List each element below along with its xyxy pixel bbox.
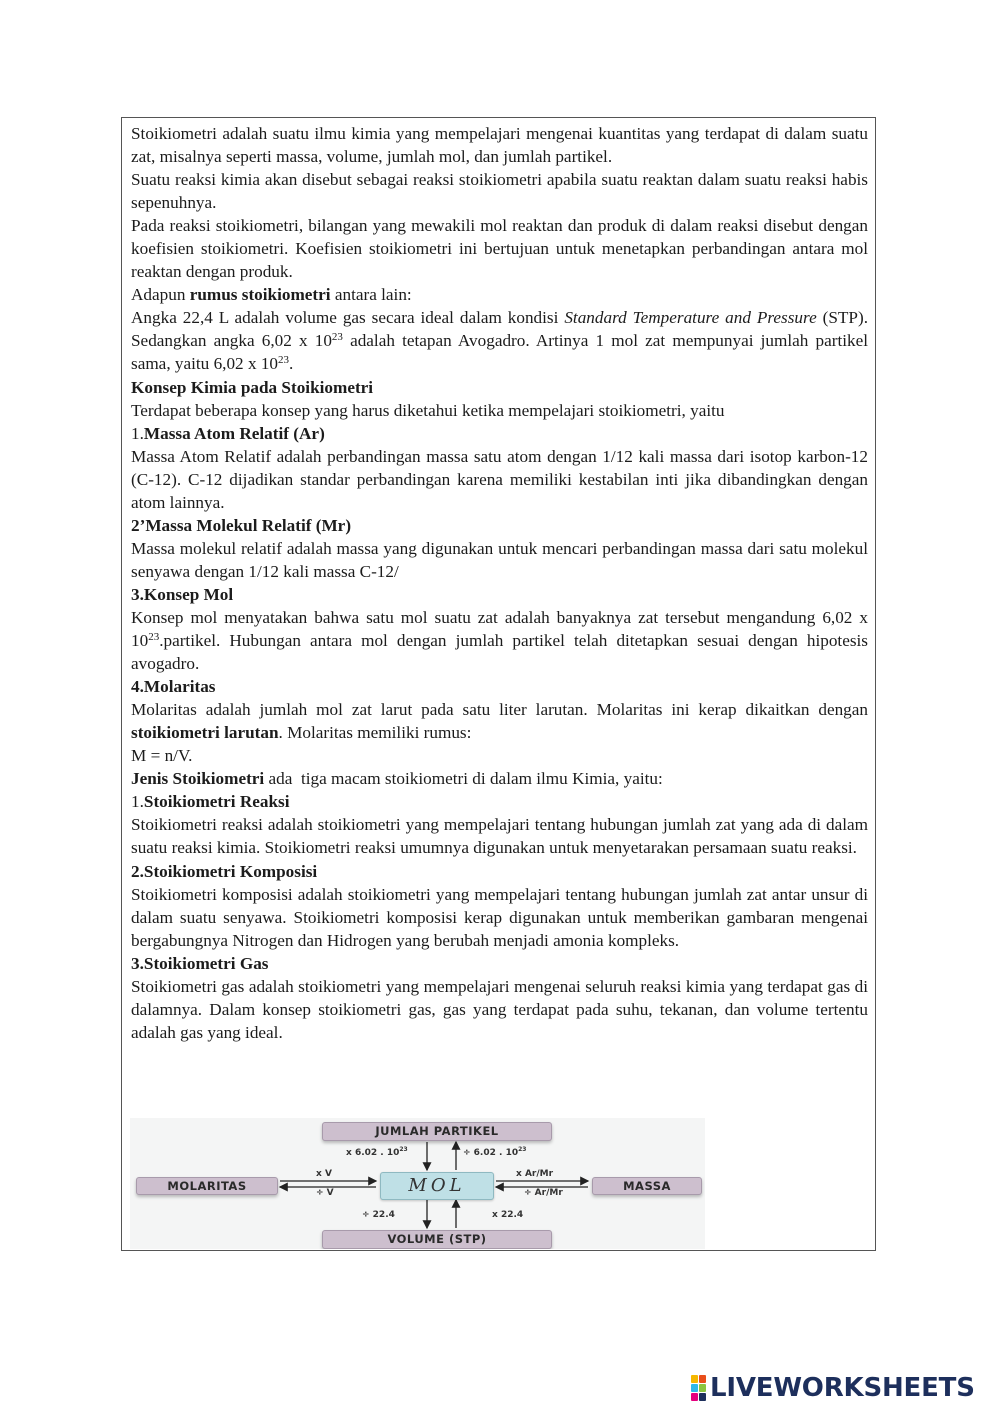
formula-molaritas: M = n/V. [131,746,193,766]
heading-molaritas [131,675,868,698]
text-span: .partikel. Hubungan antara mol dengan jumlah partikel telah ditetapkan sesuai dengan hipotesis avogadro. [131,631,868,674]
paragraph-coefficient: Pada reaksi stoikiometri, bilangan yang mewakili mol reaktan dan produk di dalam reaksi disebut dengan koefisien stoikiometri. Koefisien stoikiometri ini bertujuan untuk menetapkan perbandingan antara mol reaktan dengan produk. [131,216,868,282]
logo-tile [691,1393,698,1401]
logo-tile [691,1384,698,1392]
label-times-224: x 22.4 [492,1210,524,1220]
italic-term: Standard Temperature and Pressure [564,308,817,328]
text-span: Konsep mol menyatakan bahwa satu mol suatu zat adalah banyaknya zat tersebut mengandung 6,02 x 10 [131,607,868,651]
label-times-v: x V [316,1169,332,1179]
text-span: Angka 22,4 L adalah volume gas secara ideal dalam kondisi [131,308,565,328]
logo-tile [699,1393,706,1401]
bold-term: stoikiometri larutan [131,723,279,743]
text-span: antara lain: [330,285,412,305]
box-volume-stp: VOLUME (STP) [322,1230,552,1249]
exponent: 23 [518,1146,527,1153]
label-div-224: ÷ 22.4 [362,1210,395,1220]
heading-text: 3.Stoikiometri Gas [131,953,269,973]
text-span: adalah tetapan Avogadro. Artinya 1 mol zat mempunyai jumlah partikel sama, yaitu 6,02 x 10 [131,331,868,374]
box-massa: MASSA [592,1177,702,1195]
heading-komposisi [131,860,868,883]
liveworksheets-logo[interactable] [691,1373,975,1403]
heading-text: 3.Konsep Mol [131,584,234,604]
exponent: 23 [278,354,290,367]
paragraph-definition: Stoikiometri adalah suatu ilmu kimia yang mempelajari mengenai kuantitas yang terdapat di dalam suatu zat, misalnya seperti massa, volume, jumlah mol, dan jumlah partikel. [131,124,868,167]
exponent: 23 [331,331,343,344]
paragraph-formula-intro [131,283,868,306]
heading-text: Stoikiometri Reaksi [143,792,290,812]
logo-mark-icon [691,1375,706,1401]
box-jumlah-partikel: JUMLAH PARTIKEL [322,1122,552,1141]
mol-conversion-diagram [130,1118,705,1249]
text-span: . [289,354,294,374]
paragraph-jenis [131,767,868,790]
heading-konsep [131,376,868,399]
bold-term: Jenis Stoikiometri [131,769,265,789]
heading-number: 1. [131,792,144,812]
box-mol: MOL [380,1172,494,1200]
label-text: ÷ 6.02 . 10 [463,1148,519,1158]
heading-gas [131,952,868,975]
heading-text: 4.Molaritas [131,677,216,697]
text-span: ada tiga macam stoikiometri di dalam ilmu Kimia, yaitu: [264,769,663,789]
box-molaritas: MOLARITAS [136,1177,278,1195]
worksheet-text [131,122,868,1044]
heading-text: Massa Atom Relatif (Ar) [143,423,325,443]
logo-text: LIVEWORKSHEETS [710,1373,975,1403]
heading-reaksi [131,790,868,813]
label-div-avogadro [463,1148,526,1158]
heading-mol [131,583,868,606]
paragraph-molaritas [131,698,868,744]
label-div-armr: ÷ Ar/Mr [524,1188,563,1198]
label-text: x 6.02 . 10 [346,1148,400,1158]
heading-mr [131,514,868,537]
logo-tile [699,1384,706,1392]
paragraph-mr: Massa molekul relatif adalah massa yang digunakan untuk mencari perbandingan massa dari satu molekul senyawa dengan 1/12 kali massa C-12/ [131,538,868,581]
label-times-armr: x Ar/Mr [516,1169,554,1179]
heading-ar [131,422,868,445]
text-span: Adapun [131,285,190,305]
paragraph-konsep-intro: Terdapat beberapa konsep yang harus diketahui ketika mempelajari stoikiometri, yaitu [131,400,725,420]
logo-tile [691,1375,698,1383]
paragraph-reaksi: Stoikiometri reaksi adalah stoikiometri yang mempelajari tentang hubungan jumlah zat yang ada di dalam suatu reaksi kimia. Stoikiometri reaksi umumnya digunakan untuk menyetarakan persamaan suatu reaksi. [131,815,868,858]
label-times-avogadro [346,1148,408,1158]
heading-text: Konsep Kimia pada Stoikiometri [131,377,374,397]
paragraph-gas: Stoikiometri gas adalah stoikiometri yang mempelajari mengenai seluruh reaksi kimia yang terdapat gas di dalamnya. Dalam konsep stoikiometri gas, gas yang terdapat pada suhu, tekanan, dan volume tertentu adalah gas yang ideal. [131,976,868,1042]
exponent: 23 [148,631,160,644]
exponent: 23 [399,1146,408,1153]
heading-text: 2’Massa Molekul Relatif (Mr) [131,515,352,535]
text-span: (STP). Sedangkan angka 6,02 x 10 [131,308,868,351]
heading-number: 1. [131,423,144,443]
text-span: . Molaritas memiliki rumus: [278,723,472,743]
text-span: Molaritas adalah jumlah mol zat larut pada satu liter larutan. Molaritas ini kerap dikaitkan dengan [131,700,868,720]
paragraph-reaction: Suatu reaksi kimia akan disebut sebagai reaksi stoikiometri apabila suatu reaktan dalam suatu reaksi habis sepenuhnya. [131,170,868,213]
paragraph-ar: Massa Atom Relatif adalah perbandingan massa satu atom dengan 1/12 kali massa dari isotop karbon-12 (C-12). C-12 dijadikan standar perbandingan karena memiliki kestabilan inti jika dibandingkan dengan atom lainnya. [131,446,868,512]
paragraph-komposisi: Stoikiometri komposisi adalah stoikiometri yang mempelajari tentang hubungan jumlah zat antar unsur di dalam suatu senyawa. Stoikiometri komposisi kerap digunakan untuk memberikan gambaran mengenai bergabungnya Nitrogen dan Hidrogen yang berubah menjadi amonia kompleks. [131,884,868,950]
bold-term: rumus stoikiometri [189,285,331,305]
label-div-v: ÷ V [316,1188,334,1198]
logo-tile [699,1375,706,1383]
heading-text: 2.Stoikiometri Komposisi [131,861,318,881]
paragraph-stp [131,306,868,375]
paragraph-mol [131,606,868,675]
